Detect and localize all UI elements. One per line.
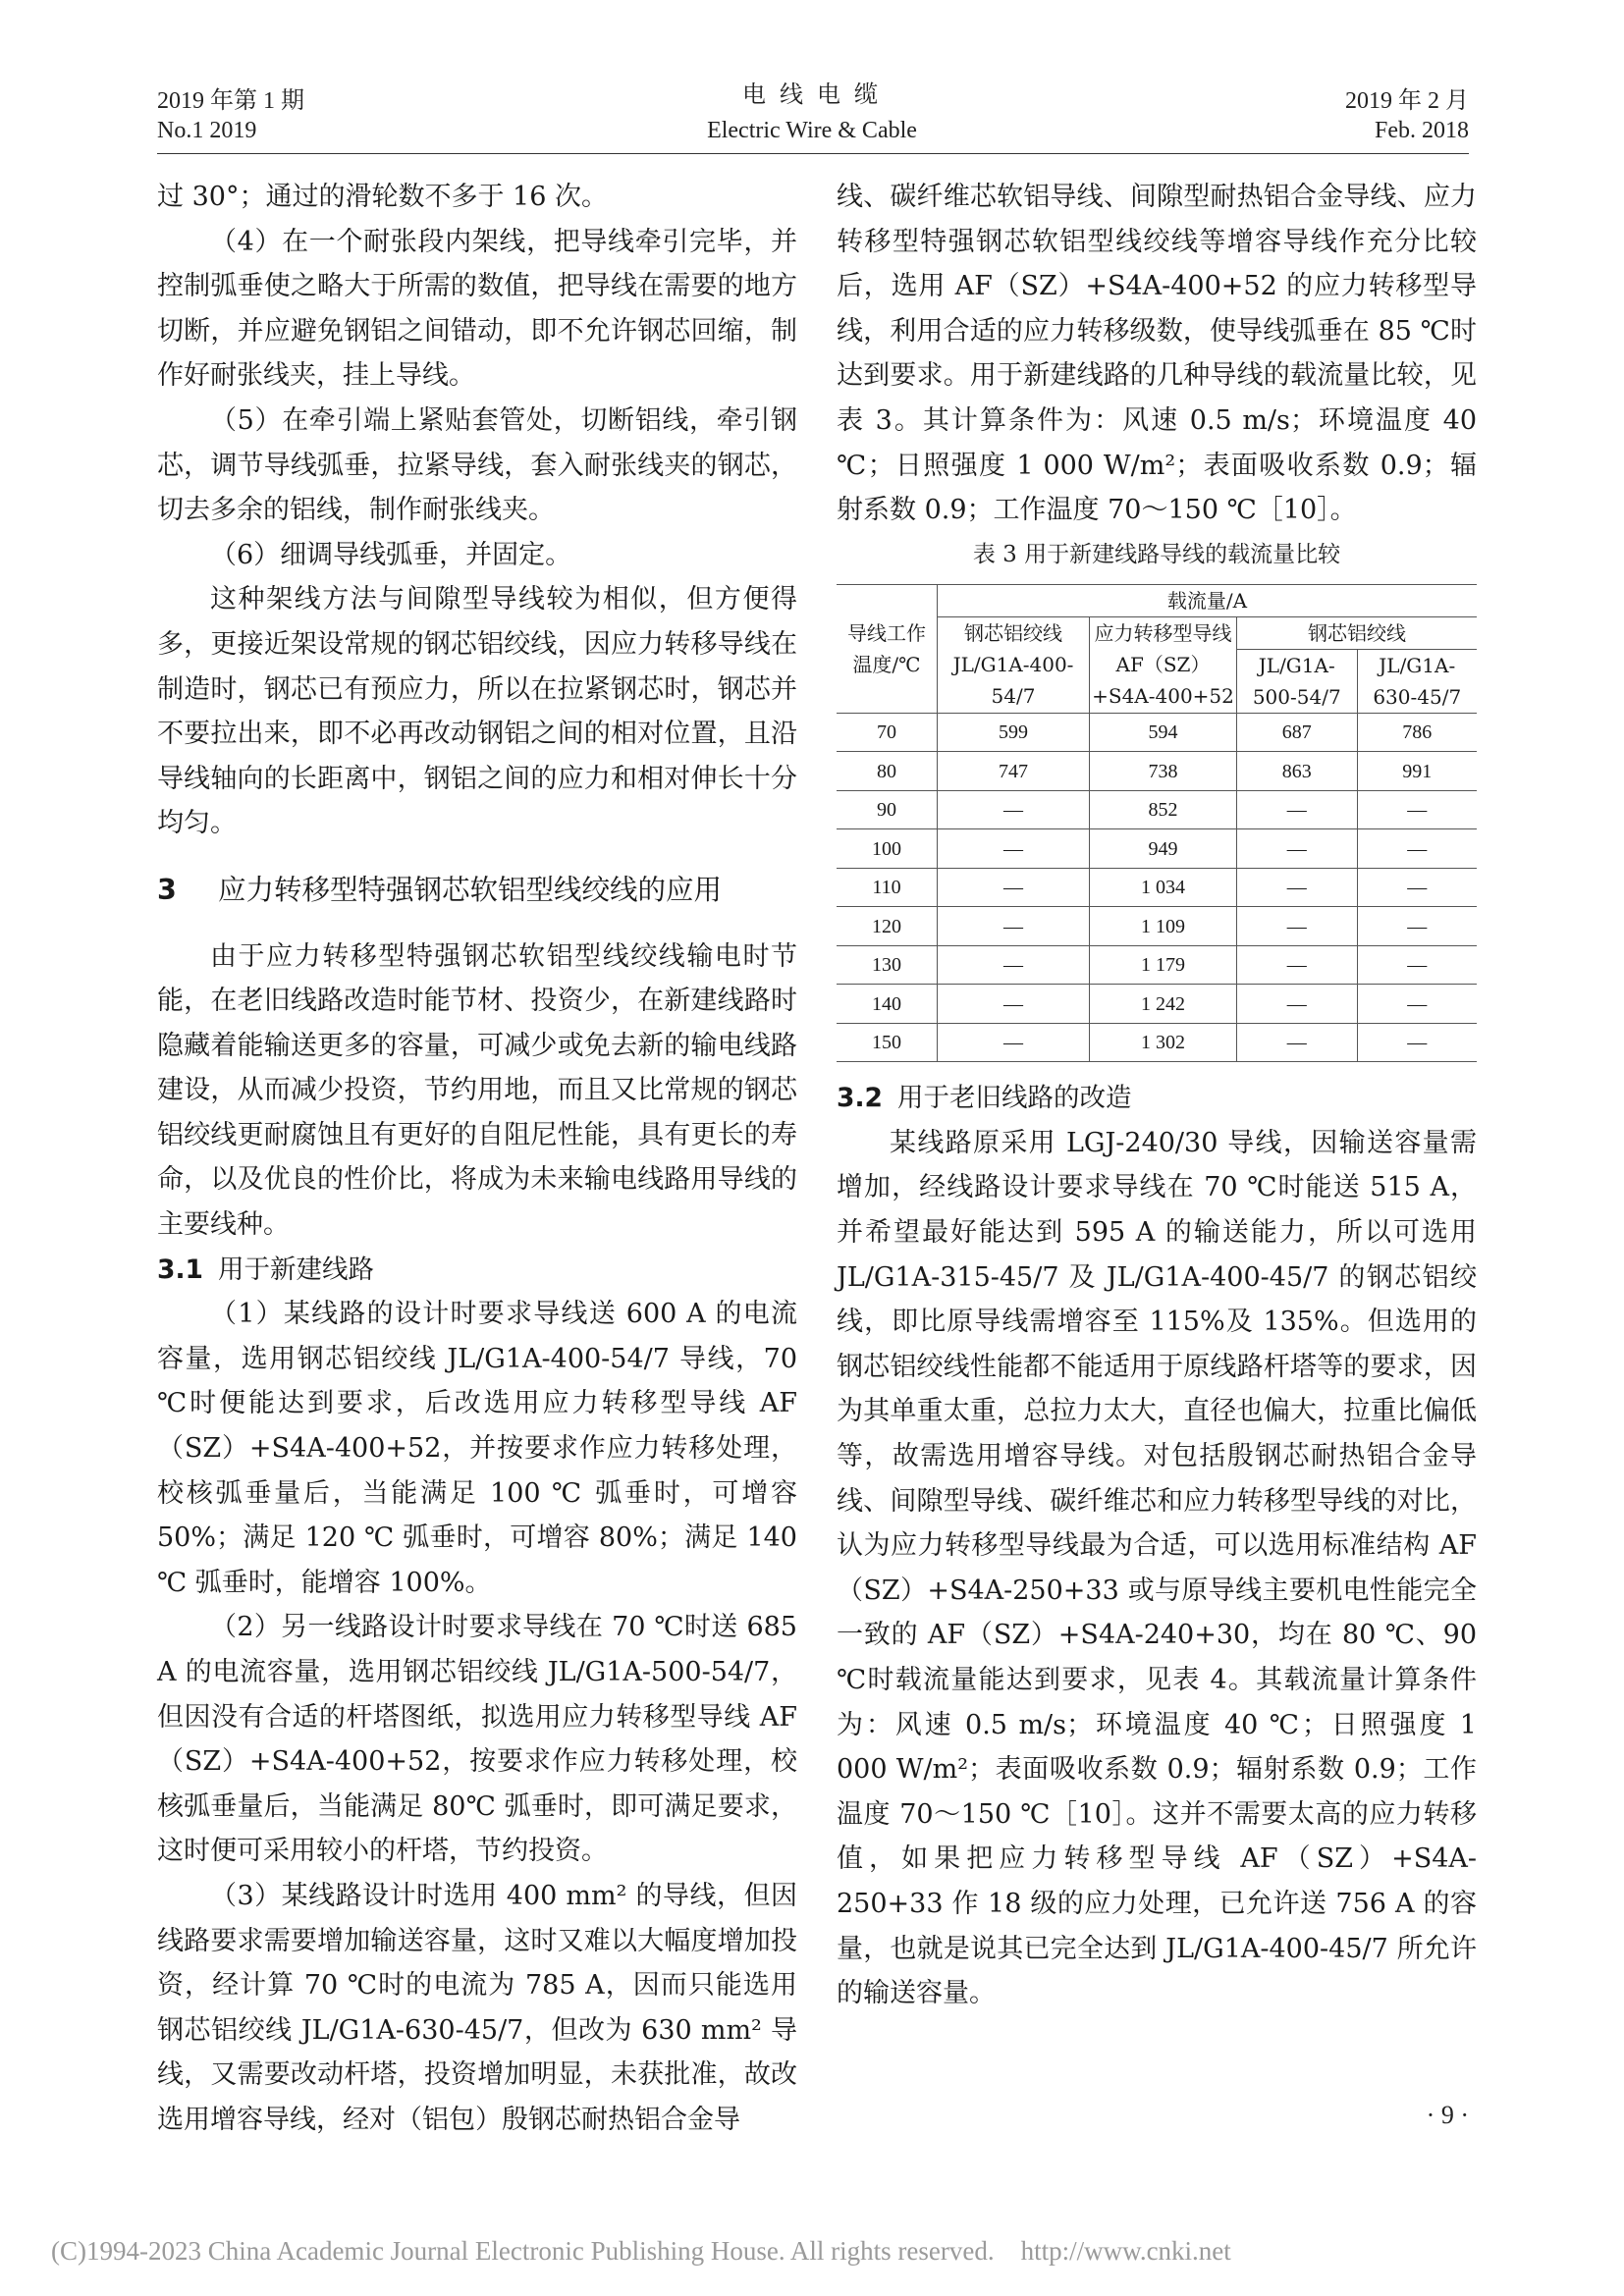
table-cell: 991 [1357, 752, 1477, 791]
ampacity-table [837, 584, 1477, 1063]
table-cell: 70 [837, 713, 938, 752]
table-row [837, 907, 1477, 946]
table-cell: 852 [1090, 790, 1237, 829]
table-cell: 863 [1237, 752, 1358, 791]
section-heading-3 [157, 868, 797, 913]
table-cell: — [1357, 790, 1477, 829]
table-header-acsr-630: JL/G1A-630-45/7 [1357, 649, 1477, 713]
table-row [837, 713, 1477, 752]
table-cell: — [1237, 790, 1358, 829]
section-number: 3.1 [157, 1254, 203, 1285]
table-cell: 599 [938, 713, 1090, 752]
table-header-acsr-500: JL/G1A-500-54/7 [1237, 649, 1358, 713]
table-row [837, 985, 1477, 1024]
table-cell: — [1357, 985, 1477, 1024]
section-number: 3.2 [837, 1083, 883, 1114]
table-cell: — [1237, 945, 1358, 985]
table-cell: 786 [1357, 713, 1477, 752]
header-rule [157, 153, 1469, 154]
table-cell: — [938, 945, 1090, 985]
table-cell: 1 109 [1090, 907, 1237, 946]
section-title: 用于新建线路 [218, 1254, 374, 1285]
table-cell: 1 242 [1090, 985, 1237, 1024]
table-cell: — [1237, 829, 1358, 869]
table-row [837, 945, 1477, 985]
table-header-sz-model: AF（SZ）+S4A-400+52 [1092, 653, 1234, 709]
page-number: · 9 · [1426, 2101, 1469, 2129]
table-cell: — [1357, 945, 1477, 985]
paragraph: （3）某线路设计时选用 400 mm² 的导线，但因线路要求需要增加输送容量，这时又难以大幅度增加投资，经计算 70 ℃时的电流为 785 A，因而只能选用钢芯铝绞线 JL/G1A-630-45/7，但改为 630 mm² 导线，又需要改动杆塔，投资增加明显，未获批准，故改选用增容导线，经对（铝包）殷钢芯耐热铝合金导 [157, 1880, 797, 2135]
table-header-acsr-group: 钢芯铝绞线 [1237, 616, 1478, 649]
table-cell: — [1237, 985, 1358, 1024]
table-cell: 594 [1090, 713, 1237, 752]
paragraph: 某线路原采用 LGJ-240/30 导线，因输送容量需增加，经线路设计要求导线在 70 ℃时能送 515 A，并希望最好能达到 595 A 的输送能力，所以可选用 JL/G1A-315-45/7 及 JL/G1A-400-45/7 的钢芯铝绞线，即比原导线需增容至 115%及 135%。但选用的钢芯铝绞线性能都不能适用于原线路杆塔等的要求，因为其单重太重，总拉力太大，直径也偏大，拉重比偏低等，故需选用增容导线。对包括殷钢芯耐热铝合金导线、间隙型导线、碳纤维芯和应力转移型导线的对比，认为应力转移型导线最为合适，可以选用标准结构 AF（SZ）+S4A-250+33 或与原导线主要机电性能完全一致的 AF（SZ）+S4A-240+30，均在 80 ℃、90 ℃时载流量能达到要求，见表 4。其载流量计算条件为：风速 0.5 m/s；环境温度 40 ℃；日照强度 1 000 W/m²；表面吸收系数 0.9；辐射系数 0.9；工作温度 70～150 ℃［10］。这并不需要太高的应力转移值，如果把应力转移型导线 AF（SZ）+S4A-250+33 作 18 级的应力处理，已允许送 756 A 的容量，也就是说其已完全达到 JL/G1A-400-45/7 所允许的输送容量。 [837, 1127, 1477, 2009]
copyright-footer: (C)1994-2023 China Academic Journal Electronic Publishing House. All rights reserved. http://www.cnki.net [51, 2236, 1231, 2266]
table-cell: 747 [938, 752, 1090, 791]
table-row [837, 752, 1477, 791]
table-caption: 表 3 用于新建线路导线的载流量比较 [972, 541, 1341, 567]
paragraph: 过 30°；通过的滑轮数不多于 16 次。 [157, 182, 608, 212]
table-header-acsr-label: 钢芯铝绞线 [964, 621, 1062, 646]
table-cell: 90 [837, 790, 938, 829]
header-right-date-en: Feb. 2018 [1375, 118, 1469, 143]
paragraph: 线、碳纤维芯软铝导线、间隙型耐热铝合金导线、应力转移型特强钢芯软铝型线绞线等增容导线作充分比较后，选用 AF（SZ）+S4A-400+52 的应力转移型导线，利用合适的应力转移级数，使导线弧垂在 85 ℃时达到要求。用于新建线路的几种导线的载流量比较，见表 3。其计算条件为：风速 0.5 m/s；环境温度 40 ℃；日照强度 1 000 W/m²；表面吸收系数 0.9；辐射系数 0.9；工作温度 70～150 ℃［10］。 [837, 182, 1477, 526]
section-title: 应力转移型特强钢芯软铝型线绞线的应用 [218, 873, 723, 906]
table-cell: — [938, 985, 1090, 1024]
table-cell: — [1357, 829, 1477, 869]
paragraph: 由于应力转移型特强钢芯软铝型线绞线输电时节能，在老旧线路改造时能节材、投资少，在新建线路时隐藏着能输送更多的容量，可减少或免去新的输电线路建设，从而减少投资，节约用地，而且又比常规的钢芯铝绞线更耐腐蚀且有更好的自阻尼性能，具有更长的寿命，以及优良的性价比，将成为未来输电线路用导线的主要线种。 [157, 940, 797, 1241]
section-heading-3-2 [837, 1076, 1477, 1121]
table-row [837, 868, 1477, 907]
table-cell: 687 [1237, 713, 1358, 752]
paragraph: 这种架线方法与间隙型导线较为相似，但方便得多，更接近架设常规的钢芯铝绞线，因应力转移导线在制造时，钢芯已有预应力，所以在拉紧钢芯时，钢芯并不要拉出来，即不必再改动钢铝之间的相对位置，且沿导线轴向的长距离中，钢铝之间的应力和相对伸长十分均匀。 [157, 584, 797, 839]
table-cell: — [1357, 1023, 1477, 1062]
table-cell: — [938, 790, 1090, 829]
table-cell: — [1237, 868, 1358, 907]
table-cell: 1 302 [1090, 1023, 1237, 1062]
section-title: 用于老旧线路的改造 [897, 1083, 1132, 1114]
table-cell: 140 [837, 985, 938, 1024]
table-cell: — [1237, 907, 1358, 946]
header-left-issue: 2019 年第 1 期 [157, 88, 304, 114]
table-cell: — [938, 829, 1090, 869]
table-cell: 150 [837, 1023, 938, 1062]
table-header-temp: 导线工作温度/℃ [837, 584, 938, 713]
paragraph: （5）在牵引端上紧贴套管处，切断铝线，牵引钢芯，调节导线弧垂，拉紧导线，套入耐张线夹的钢芯，切去多余的铝线，制作耐张线夹。 [157, 404, 797, 526]
section-number: 3 [157, 873, 177, 906]
table-cell: — [938, 1023, 1090, 1062]
table-cell: 110 [837, 868, 938, 907]
table-cell: 949 [1090, 829, 1237, 869]
table-cell: 100 [837, 829, 938, 869]
table-header-ampacity: 载流量/A [938, 584, 1478, 616]
header-right-date: 2019 年 2 月 [1345, 88, 1469, 114]
paragraph: （4）在一个耐张段内架线，把导线牵引完毕，并控制弧垂使之略大于所需的数值，把导线在需要的地方切断，并应避免钢铝之间错动，即不允许钢芯回缩，制作好耐张线夹，挂上导线。 [157, 226, 797, 392]
table-cell: 80 [837, 752, 938, 791]
header-left-issue-en: No.1 2019 [157, 118, 257, 143]
table-header-acsr-model: JL/G1A-400-54/7 [952, 653, 1074, 709]
left-column [157, 175, 797, 2143]
header-journal-title: 电 线 电 缆 [742, 82, 882, 108]
table-cell: 120 [837, 907, 938, 946]
table-cell: — [1357, 907, 1477, 946]
table-cell: 738 [1090, 752, 1237, 791]
section-heading-3-1 [157, 1248, 797, 1293]
paragraph: （1）某线路的设计时要求导线送 600 A 的电流容量，选用钢芯铝绞线 JL/G1A-400-54/7 导线，70 ℃时便能达到要求，后改选用应力转移型导线 AF（SZ）+S4A-400+52，并按要求作应力转移处理，校核弧垂量后，当能满足 100 ℃ 弧垂时，可增容 50%；满足 120 ℃ 弧垂时，可增容 80%；满足 140 ℃ 弧垂时，能增容 100%。 [157, 1299, 797, 1598]
table-row [837, 790, 1477, 829]
table-cell: — [938, 868, 1090, 907]
table-header-sz [1090, 616, 1237, 713]
table-cell: — [938, 907, 1090, 946]
table-cell: 1 034 [1090, 868, 1237, 907]
paragraph: （2）另一线路设计时要求导线在 70 ℃时送 685 A 的电流容量，选用钢芯铝绞线 JL/G1A-500-54/7，但因没有合适的杆塔图纸，拟选用应力转移型导线 AF（SZ）+S4A-400+52，按要求作应力转移处理，校核弧垂量后，当能满足 80℃ 弧垂时，即可满足要求，这时便可采用较小的杆塔，节约投资。 [157, 1612, 797, 1867]
table-header-acsr-400 [938, 616, 1090, 713]
table-cell: 1 179 [1090, 945, 1237, 985]
table-cell: — [1237, 1023, 1358, 1062]
table-cell: — [1357, 868, 1477, 907]
right-column [837, 175, 1477, 2016]
paragraph: （6）细调导线弧垂，并固定。 [210, 539, 572, 570]
table-row [837, 829, 1477, 869]
header-journal-title-en: Electric Wire & Cable [707, 118, 917, 143]
table-row [837, 1023, 1477, 1062]
table-header-sz-label: 应力转移型导线 [1094, 621, 1232, 646]
table-cell: 130 [837, 945, 938, 985]
